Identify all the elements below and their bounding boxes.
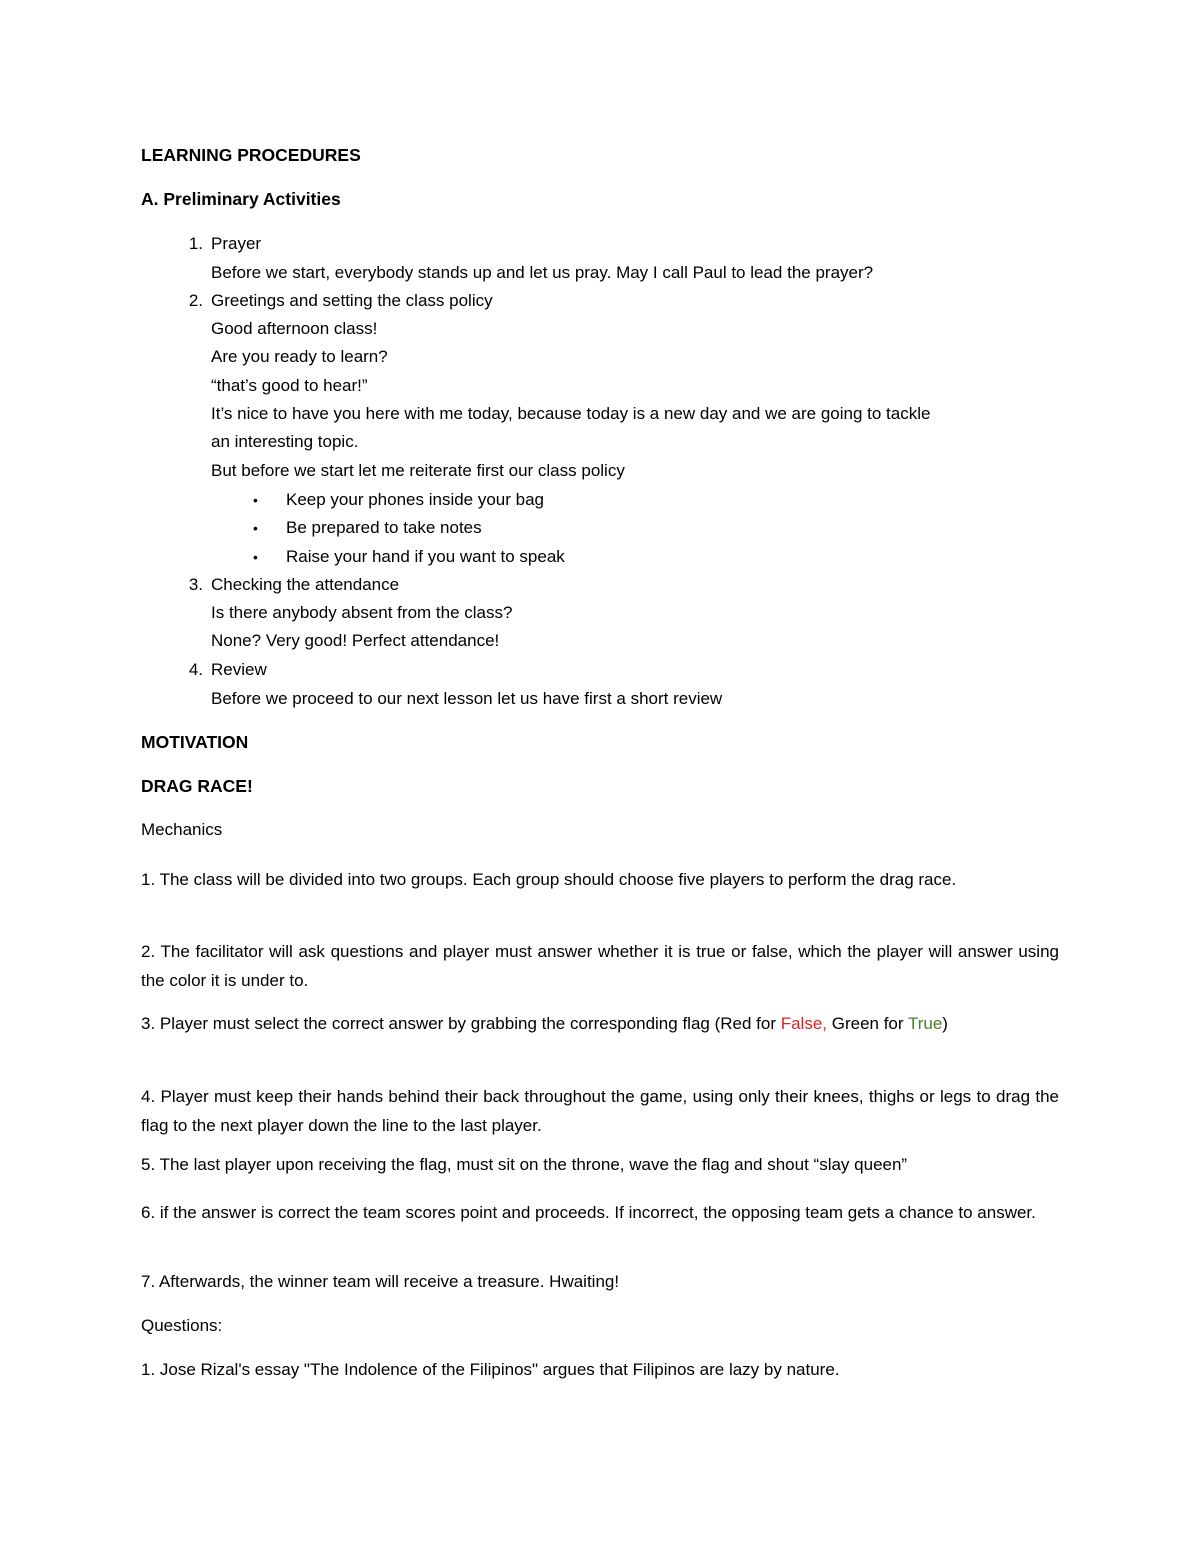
list-item-text: None? Very good! Perfect attendance!	[211, 631, 500, 650]
bullet-icon: •	[253, 549, 258, 565]
heading-preliminary-activities: A. Preliminary Activities	[141, 189, 341, 209]
list-item-text: an interesting topic.	[211, 432, 359, 451]
list-item-text: Before we start, everybody stands up and let us pray. May I call Paul to lead the prayer?	[211, 263, 874, 282]
heading-drag-race: DRAG RACE!	[141, 776, 253, 796]
list-item-text: Are you ready to learn?	[211, 347, 388, 366]
policy-item: Raise your hand if you want to speak	[286, 547, 565, 566]
mechanic-rule-7: 7. Afterwards, the winner team will receive a treasure. Hwaiting!	[141, 1272, 620, 1291]
mechanic-rule-5: 5. The last player upon receiving the flag, must sit on the throne, wave the flag and shout “slay queen”	[141, 1155, 908, 1174]
heading-motivation: MOTIVATION	[141, 732, 249, 752]
list-item-text: Is there anybody absent from the class?	[211, 603, 513, 622]
list-item-title: Greetings and setting the class policy	[211, 291, 493, 310]
list-item-title: Review	[211, 660, 267, 679]
list-item-text: “that’s good to hear!”	[211, 376, 368, 395]
false-label: False,	[780, 1014, 828, 1033]
mechanic-rule-2: 2. The facilitator will ask questions and player must answer whether it is true or false, which the player will answer using the color it is under to.	[141, 942, 1059, 990]
list-item-text: But before we start let me reiterate first our class policy	[211, 461, 625, 480]
mechanics-label: Mechanics	[141, 820, 223, 839]
mechanic-rule-1: 1. The class will be divided into two groups. Each group should choose five players to perform the drag race.	[141, 870, 957, 889]
policy-item: Be prepared to take notes	[286, 518, 482, 537]
bullet-icon: •	[253, 520, 258, 536]
list-item-title: Checking the attendance	[211, 575, 400, 594]
question-item: 1. Jose Rizal's essay "The Indolence of the Filipinos" argues that Filipinos are lazy by nature.	[141, 1360, 840, 1379]
mechanic-rule-4: 4. Player must keep their hands behind their back throughout the game, using only their knees, thighs or legs to drag the flag to the next player down the line to the last player.	[141, 1087, 1059, 1135]
policy-item: Keep your phones inside your bag	[286, 490, 545, 509]
mechanic-rule-6: 6. if the answer is correct the team scores point and proceeds. If incorrect, the opposing team gets a chance to answer.	[141, 1203, 1036, 1222]
list-item-text: It’s nice to have you here with me today, because today is a new day and we are going to tackle	[211, 404, 931, 423]
list-number: 2.	[188, 291, 203, 310]
heading-learning-procedures: LEARNING PROCEDURES	[141, 145, 361, 165]
list-item-title: Prayer	[211, 234, 262, 253]
list-number: 1.	[188, 234, 203, 253]
list-item-text: Before we proceed to our next lesson let us have first a short review	[211, 689, 723, 708]
mechanic-rule-3: 3. Player must select the correct answer by grabbing the corresponding flag (Red for False, Green for True)	[141, 1014, 948, 1033]
list-number: 3.	[188, 575, 203, 594]
list-item-text: Good afternoon class!	[211, 319, 378, 338]
bullet-icon: •	[253, 492, 258, 508]
true-label: True	[907, 1014, 943, 1033]
list-number: 4.	[188, 660, 203, 679]
questions-label: Questions:	[141, 1316, 223, 1335]
